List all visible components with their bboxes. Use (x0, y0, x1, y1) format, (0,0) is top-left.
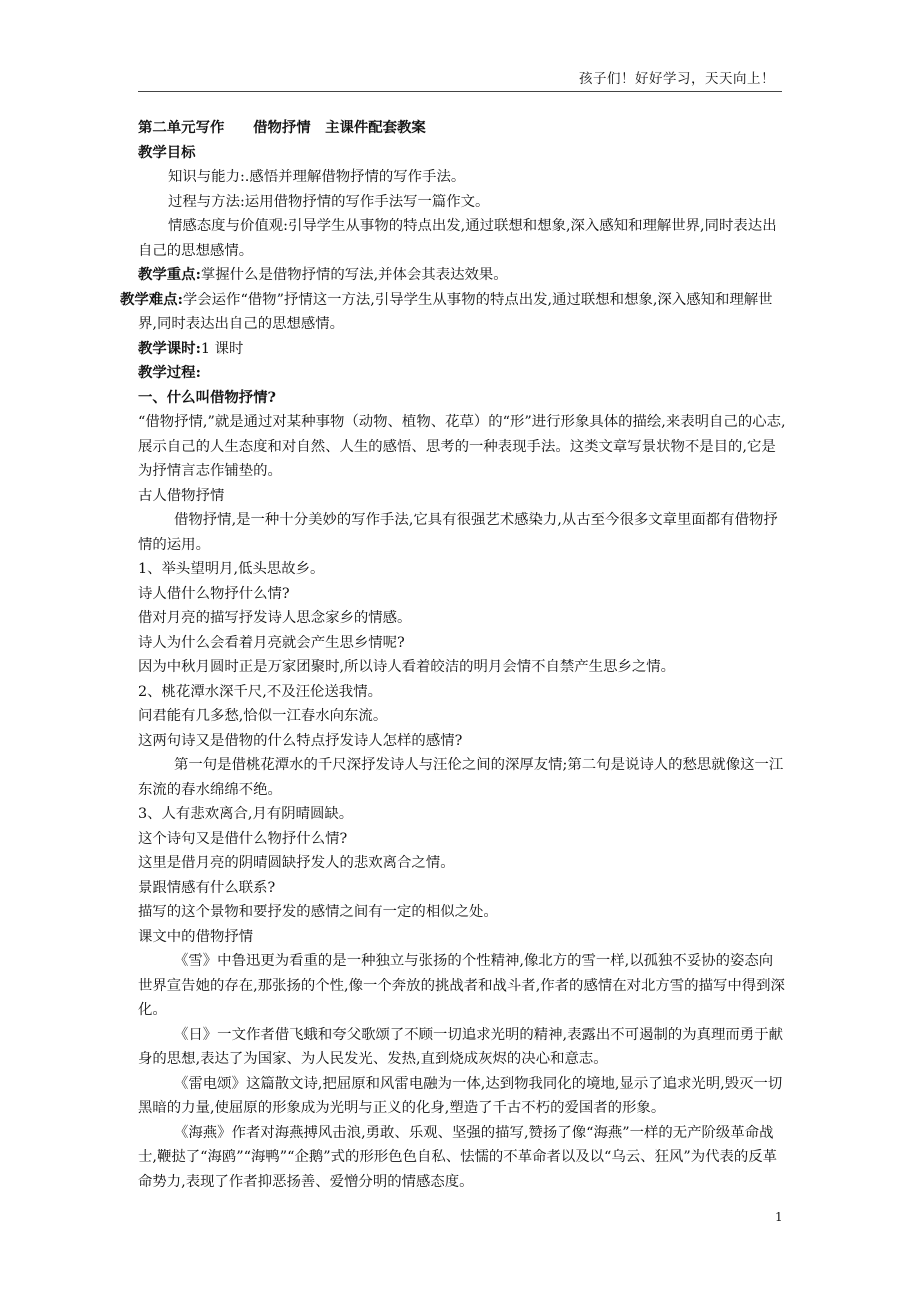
page-number: 1 (775, 1210, 783, 1224)
text-heading: 课文中的借物抒情 (138, 928, 254, 945)
document-body (120, 116, 786, 1194)
hours-text: 1 课时 (200, 340, 244, 357)
text-petrel: 《海燕》作者对海燕搏风击浪,勇敢、乐观、坚强的描写,赞扬了像“海燕”一样的无产阶级革命战士,鞭挞了“海鸥”“海鸭”“企鹅”式的形形色色自私、怯懦的不革命者以及以“乌云、狂风”为代表的反革命势力,表现了作者抑恶扬善、爱憎分明的情感态度。 (138, 1124, 778, 1190)
objectives-heading: 教学目标 (138, 143, 196, 161)
key-point-text: 掌握什么是借物抒情的写法,并体会其表达效果。 (200, 267, 508, 283)
ancient-heading: 古人借物抒情 (138, 487, 225, 504)
poem3-a1: 这里是借月亮的阴晴圆缺抒发人的悲欢离合之情。 (138, 855, 455, 871)
text-snow: 《雪》中鲁迅更为看重的是一种独立与张扬的个性精神,像北方的雪一样,以孤独不妥协的姿态向世界宣告她的存在,那张扬的个性,像一个奔放的挑战者和战斗者,作者的感情在对北方雪的描写中得到深化。 (138, 953, 785, 1018)
poem2-q: 这两句诗又是借物的什么特点抒发诗人怎样的感情? (138, 732, 463, 749)
poem2-line1: 2、桃花潭水深千尺,不及汪伦送我情。 (138, 683, 382, 700)
objective-emotion: 情感态度与价值观:引导学生从事物的特点出发,通过联想和想象,深入感知和理解世界,同时表达出自己的思想感情。 (138, 218, 777, 259)
key-point-label: 教学重点: (138, 266, 201, 283)
objective-knowledge: 知识与能力:.感悟并理解借物抒情的写作手法。 (168, 169, 466, 185)
key-point (138, 263, 786, 288)
section1-heading: 一、什么叫借物抒情? (138, 388, 276, 406)
poem2-line2: 问君能有几多愁,恰似一江春水向东流。 (138, 708, 388, 724)
poem3-q1: 这个诗句又是借什么物抒什么情? (138, 830, 348, 847)
poem3-q2: 景跟情感有什么联系? (138, 879, 276, 896)
poem1-a1: 借对月亮的描写抒发诗人思念家乡的情感。 (138, 610, 412, 626)
difficulty-text: 学会运作“借物”抒情这一方法,引导学生从事物的特点出发,通过联想和想象,深入感知和理解世界,同时表达出自己的思想感情。 (138, 291, 773, 332)
ancient-intro: 借物抒情,是一种十分美妙的写作手法,它具有很强艺术感染力,从古至今很多文章里面都有借物抒情的运用。 (138, 512, 778, 553)
poem3-a2: 描写的这个景物和要抒发的感情之间有一定的相似之处。 (138, 904, 498, 920)
definition: “借物抒情,”就是通过对某种事物（动物、植物、花草）的“形”进行形象具体的描绘,来表明自己的心志,展示自己的人生态度和对自然、人生的感悟、思考的一种表现手法。这类文章写景状物不是目的,它是为抒情言志作铺垫的。 (138, 414, 786, 479)
objective-process: 过程与方法:运用借物抒情的写作手法写一篇作文。 (168, 193, 490, 210)
poem1-line: 1、举头望明月,低头思故乡。 (138, 561, 325, 577)
difficulty-label: 教学难点: (120, 290, 183, 308)
hours-label: 教学课时: (138, 339, 201, 357)
document-title: 第二单元写作 借物抒情 主课件配套教案 (138, 119, 426, 136)
poem3-line: 3、人有悲欢离合,月有阴晴圆缺。 (138, 806, 354, 822)
poem2-a: 第一句是借桃花潭水的千尺深抒发诗人与汪伦之间的深厚友情;第二句是说诗人的愁思就像这一江东流的春水绵绵不绝。 (138, 757, 784, 798)
difficulty (120, 288, 786, 337)
text-thunder: 《雷电颂》这篇散文诗,把屈原和风雷电融为一体,达到物我同化的境地,显示了追求光明,毁灭一切黑暗的力量,使屈原的形象成为光明与正义的化身,塑造了千古不朽的爱国者的形象。 (138, 1075, 783, 1116)
header-motto: 孩子们！好好学习，天天向上！ (579, 71, 775, 87)
process-heading: 教学过程: (138, 364, 201, 381)
teaching-hours (138, 337, 786, 362)
text-sun: 《日》一文作者借飞蛾和夸父歌颂了不顾一切追求光明的精神,表露出不可遏制的为真理而勇于献身的思想,表达了为国家、为人民发光、发热,直到烧成灰烬的决心和意志。 (138, 1026, 783, 1067)
header-rule (138, 91, 782, 92)
poem1-q2: 诗人为什么会看着月亮就会产生思乡情呢? (138, 634, 405, 651)
poem1-a2: 因为中秋月圆时正是万家团聚时,所以诗人看着皎洁的明月会情不自禁产生思乡之情。 (138, 659, 676, 675)
poem1-q1: 诗人借什么物抒什么情? (138, 585, 290, 602)
